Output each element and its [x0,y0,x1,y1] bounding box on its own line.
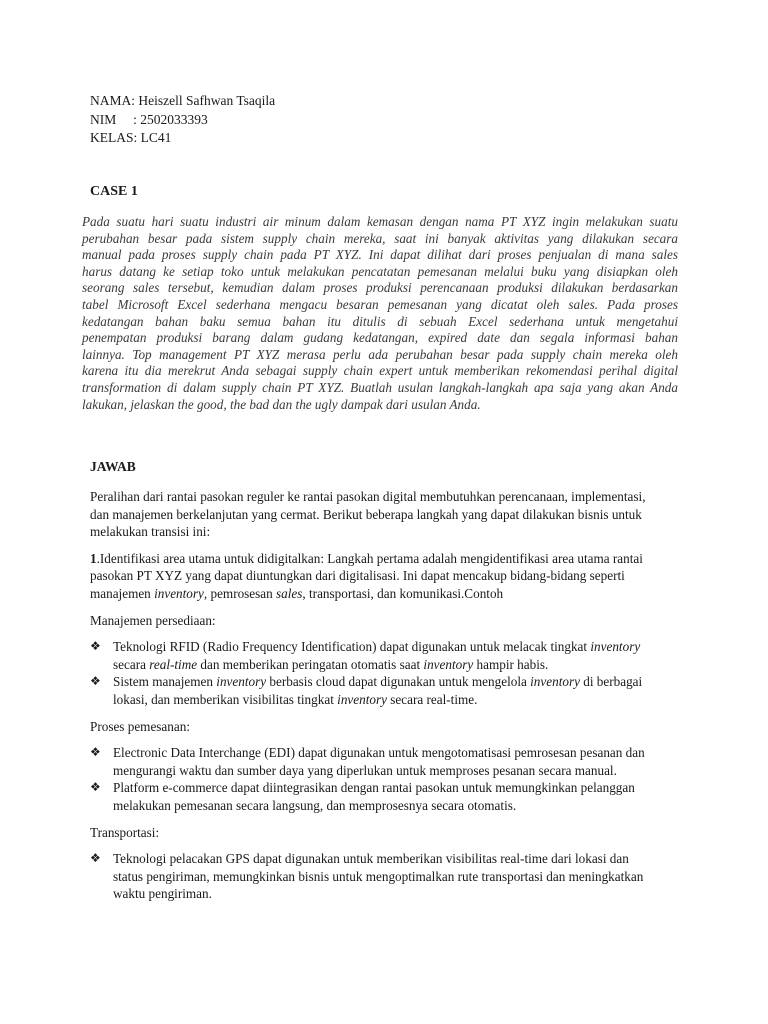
case-line: Pada suatu hari suatu industri air minum dalam kemasan dengan nama PT XYZ ingin melakukan suatu [82,214,678,229]
step-number: 1 [90,550,97,566]
case-line: lainnya. Top management PT XYZ merasa perlu ada perubahan besar pada supply chain mereka oleh [82,346,678,362]
italic-term: inventory [590,639,641,655]
student-info [90,92,275,148]
italic-term: inventory [154,585,204,601]
inventory-bullet-list [90,638,680,708]
bullet-line: Electronic Data Interchange (EDI) dapat digunakan untuk mengotomatisasi pemrosesan pesanan dan [113,745,645,761]
intro-paragraph [90,488,680,541]
bullet-line: Teknologi pelacakan GPS dapat digunakan untuk memberikan visibilitas real-time dari lokasi dan [113,851,629,867]
list-item [90,638,680,673]
text-run: Teknologi RFID (Radio Frequency Identification) dapat digunakan untuk melacak tingkat [113,639,591,655]
text-run: manajemen [90,585,155,601]
text-run: berbasis cloud dapat digunakan untuk mengelola [266,674,531,690]
case-line: penempatan produksi barang dalam gudang kedatangan, expired date dan segala informasi bahan [82,330,678,346]
text-run: , transportasi, dan komunikasi.Contoh [302,585,504,601]
inventory-heading: Manajemen persediaan: [90,612,216,628]
student-class: KELAS: LC41 [90,130,172,145]
italic-term: real-time [149,656,198,672]
text-run: , pemrosesan [203,585,277,601]
case-line: lakukan, jelaskan the good, the bad dan the ugly dampak dari usulan Anda. [82,396,481,412]
diamond-bullet-icon: ❖ [90,780,101,795]
intro-line: melakukan transisi ini: [90,524,211,540]
text-run: hampir habis. [473,656,549,672]
italic-term: sales [276,585,303,601]
transport-bullet-list [90,850,680,903]
list-item [90,850,680,903]
case-line: tabel Microsoft Excel sederhana mengacu besaran pemesanan yang dicatat oleh sales. Pada proses [82,296,678,312]
bullet-line: melakukan pemesanan secara langsung, dan memprosesnya secara otomatis. [113,797,517,813]
intro-line: Peralihan dari rantai pasokan reguler ke rantai pasokan digital membutuhkan perencanaan, implementasi, [90,489,646,504]
diamond-bullet-icon: ❖ [90,851,101,866]
list-item [90,673,680,708]
list-item [90,744,680,779]
student-nim: NIM : 2502033393 [90,111,208,127]
case-line: seorang sales tersebut, kemudian dalam proses produksi perencanaan produksi dilakukan berdasarkan [82,280,678,296]
italic-term: inventory [337,691,387,707]
step-1-line: pasokan PT XYZ yang dapat diuntungkan dari digitalisasi. Ini dapat mencakup bidang-bidang seperti [90,568,625,584]
list-item [90,779,680,814]
case-line: perubahan besar pada sistem supply chain mereka, saat ini banyak aktivitas yang dilakukan secara [82,230,678,246]
case-title: CASE 1 [90,184,138,199]
case-line: karena itu dia merekrut Anda sebagai supply chain expert untuk memberikan rekomendasi perihal digital [82,363,678,379]
text-run: Sistem manajemen [113,674,217,690]
bullet-line: mengurangi waktu dan sumber daya yang diperlukan untuk memproses pesanan secara manual. [113,762,617,778]
answer-body [90,488,680,912]
transport-heading: Transportasi: [90,824,160,840]
case-line: harus datang ke setiap toko untuk melakukan pencatatan pemesanan melalui buku yang disiapkan oleh [82,263,678,279]
orders-bullet-list [90,744,680,814]
step-1-line: .Identifikasi area utama untuk didigitalkan: Langkah pertama adalah mengidentifikasi area utama rantai [96,550,643,566]
student-name: NAMA: Heiszell Safhwan Tsaqila [90,93,276,108]
text-run: lokasi, dan memberikan visibilitas tingkat [113,691,338,707]
text-run: secara [113,656,150,672]
italic-term: inventory [530,674,580,690]
case-line: kedatangan bahan baku semua bahan itu ditulis di sebuah Excel sederhana untuk mengetahui [82,313,678,329]
case-line: transformation di dalam supply chain PT XYZ. Buatlah usulan langkah-langkah apa saja yang akan Anda [82,379,678,395]
italic-term: inventory [216,674,267,690]
bullet-line: waktu pengiriman. [113,886,212,902]
text-run: di berbagai [579,674,643,690]
diamond-bullet-icon: ❖ [90,745,101,760]
bullet-line: status pengiriman, memungkinkan bisnis untuk mengoptimalkan rute transportasi dan meningkatkan [113,868,644,884]
diamond-bullet-icon: ❖ [90,639,101,654]
text-run: secara real-time. [386,691,478,707]
diamond-bullet-icon: ❖ [90,674,101,689]
case-line: manual pada proses supply chain pada PT XYZ. Ini dapat dilihat dari proses penjualan di mana sales [82,247,678,263]
text-run: dan memberikan peringatan otomatis saat [197,656,424,672]
bullet-line: Platform e-commerce dapat diintegrasikan dengan rantai pasokan untuk memungkinkan pelanggan [113,780,635,796]
intro-line: dan manajemen berkelanjutan yang cermat. Berikut beberapa langkah yang dapat dilakukan bisnis untuk [90,506,642,522]
case-description [82,214,678,413]
answer-title: JAWAB [90,459,136,474]
italic-term: inventory [423,656,474,672]
step-1-paragraph [90,550,680,603]
orders-heading: Proses pemesanan: [90,718,190,734]
